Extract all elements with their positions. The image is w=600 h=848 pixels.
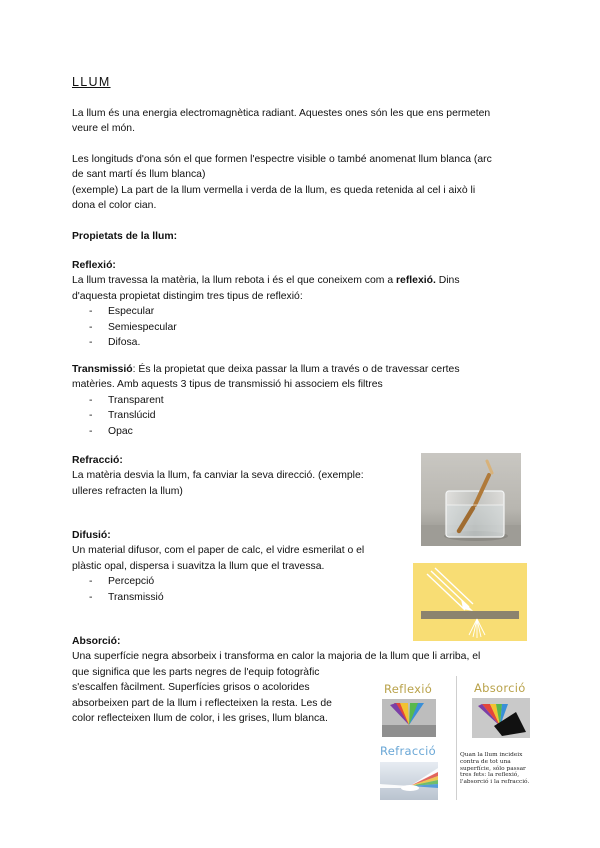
intro-line: La llum és una energia electromagnètica radiant. Aquestes ones són les que ens permeten — [72, 108, 491, 119]
reflexio-line — [72, 273, 532, 288]
reflexio-heading: Reflexió: — [72, 260, 116, 271]
absorcio-line: que significa que les parts negres de l'equip fotogràfic — [72, 666, 320, 678]
diagram-note-line: tres fets: la reflexió, — [460, 772, 520, 779]
absorcio-line: absorbeixen part de la llum i reflecteixen la resta. Les de — [72, 697, 332, 709]
difusio-line: plàstic opal, dispersa i suavitza la llum que el travessa. — [72, 560, 325, 572]
difusio-heading: Difusió: — [72, 530, 111, 541]
difusio-list — [72, 574, 412, 605]
intro-line: veure el món. — [72, 123, 135, 135]
reflexio-line: d'aquesta propietat distingim tres tipus de reflexió: — [72, 290, 303, 302]
diagram-note — [460, 752, 550, 786]
diffusion-illustration — [413, 563, 527, 641]
list-item: - Opac — [72, 424, 532, 439]
wavelength-line: Les longituds d'ona són el que formen l'espectre visible o també anomenat llum blanca (arc — [72, 154, 492, 165]
reflexio-thumbnail — [382, 699, 436, 737]
intro-paragraph — [72, 106, 532, 137]
absorcio-heading: Absorció: — [72, 636, 121, 647]
reflexio-text: La llum travessa la matèria, la llum rebota i és el que coneixem com a — [72, 275, 396, 287]
refraccio-line: La matèria desvia la llum, fa canviar la seva direcció. (exemple: — [72, 470, 364, 482]
refraccio-section — [72, 453, 412, 499]
list-item: - Semiespecular — [72, 320, 532, 335]
absorcio-line: color reflecteixen llum de color, i les grises, llum blanca. — [72, 713, 328, 725]
refraccio-heading: Refracció: — [72, 455, 123, 466]
difusio-line: Un material difusor, com el paper de calc, el vidre esmerilat o el — [72, 545, 365, 557]
wavelength-line: dona el color cian. — [72, 200, 157, 212]
list-item: - Percepció — [72, 574, 412, 589]
absorcio-thumbnail — [472, 698, 530, 738]
diagram-note-line: l'absorció i la refracció. — [460, 779, 530, 786]
absorcio-line: s'escalfen fàcilment. Superfícies grisos o acolorides — [72, 682, 310, 694]
difusio-section — [72, 528, 412, 605]
wavelength-paragraph — [72, 152, 532, 214]
transmissio-list — [72, 393, 532, 439]
wavelength-line: de sant martí és llum blanca) — [72, 169, 206, 181]
absorcio-line: Una superfície negra absorbeix i transforma en calor la majoria de la llum que li arriba, el — [72, 651, 481, 663]
refraccio-line: ulleres refracten la llum) — [72, 485, 183, 497]
list-item: - Translúcid — [72, 408, 532, 423]
page-title: LLUM — [72, 75, 111, 89]
transmissio-text: : És la propietat que deixa passar la llum a través o de travessar certes — [132, 364, 460, 375]
reflexio-text: Dins — [435, 275, 460, 287]
reflexio-bold-term: reflexió. — [396, 275, 436, 287]
diagram-note-line: superfície, sólo passar — [460, 765, 526, 772]
transmissio-section — [72, 362, 532, 439]
list-item: - Transmissió — [72, 590, 412, 605]
pencil-in-glass-photo — [421, 453, 521, 546]
transmissio-heading: Transmissió — [72, 364, 133, 375]
diagram-note-line: contra de tot una — [460, 758, 511, 765]
list-item: - Especular — [72, 304, 532, 319]
list-item: - Difosa. — [72, 335, 532, 350]
transmissio-line — [72, 362, 532, 377]
diagram-label-absorcio: Absorció — [474, 681, 526, 695]
reflexio-section — [72, 258, 532, 350]
transmissio-line: matèries. Amb aquests 3 tipus de transmissió hi associem els filtres — [72, 379, 383, 391]
list-item: - Transparent — [72, 393, 532, 408]
light-phenomena-diagram — [374, 674, 550, 804]
properties-heading: Propietats de la llum: — [72, 231, 178, 242]
diagram-label-refraccio: Refracció — [380, 744, 436, 758]
diagram-divider — [456, 676, 457, 800]
diagram-note-line: Quan la llum incideix — [460, 752, 523, 758]
wavelength-line: (exemple) La part de la llum vermella i verda de la llum, es queda retenida al cel i això li — [72, 184, 476, 196]
diagram-label-reflexio: Reflexió — [384, 682, 433, 696]
refraccio-thumbnail — [380, 762, 438, 800]
reflexio-list — [72, 304, 532, 350]
